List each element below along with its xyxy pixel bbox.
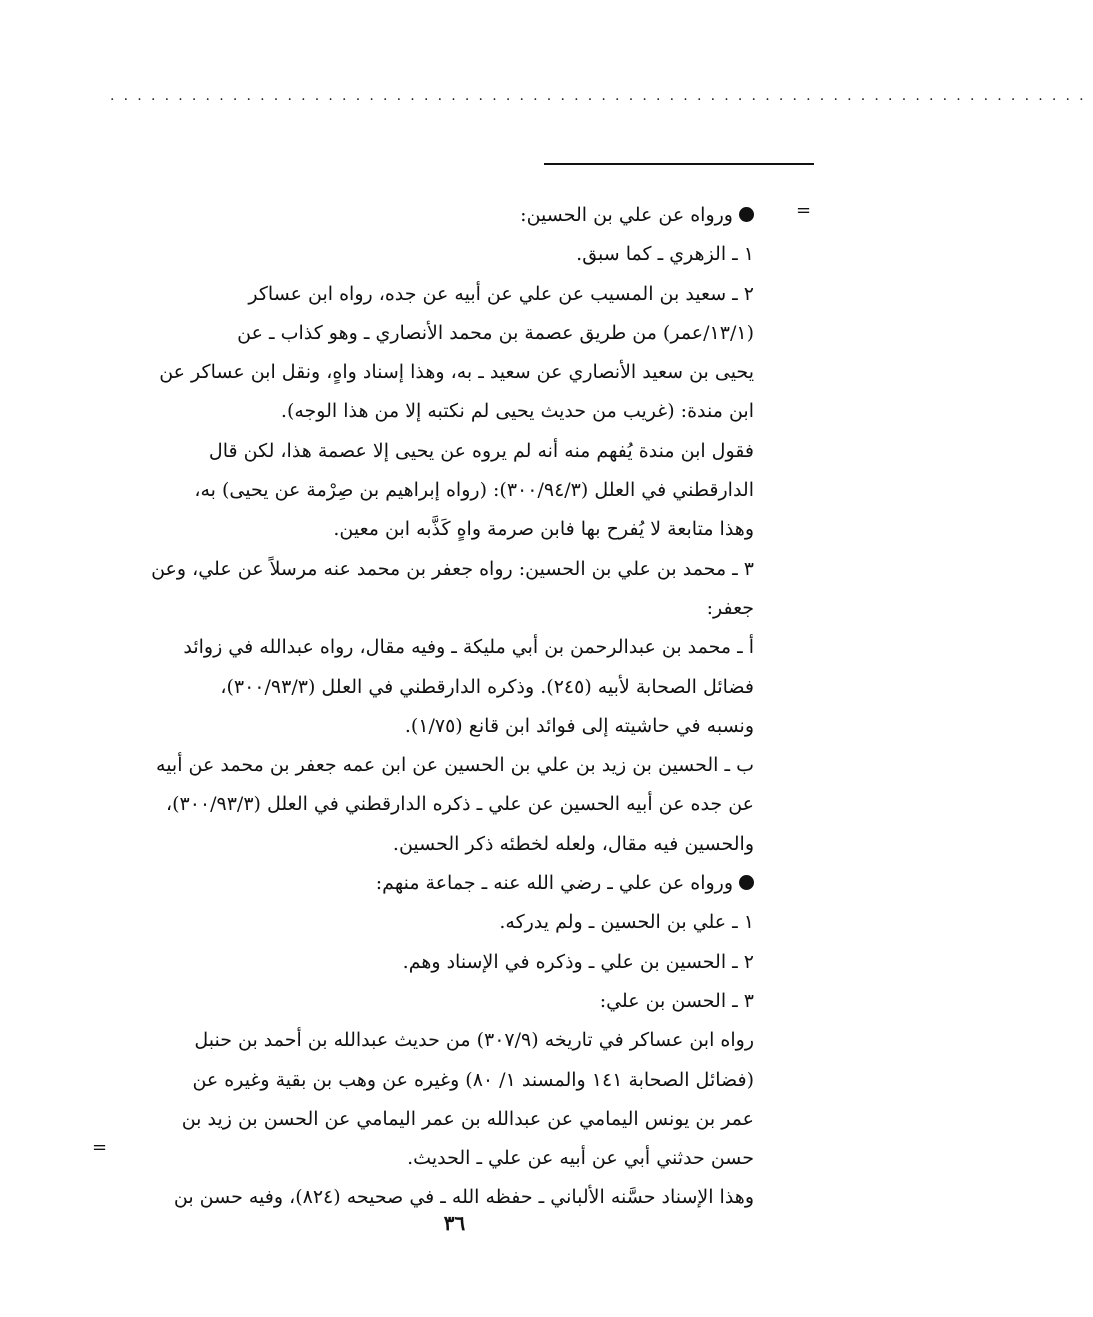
continuation-mark-bottom: = (92, 1137, 108, 1158)
text-line (104, 510, 754, 549)
line-text: فقول ابن مندة يُفهم منه أنه لم يروه عن يحيى إلا عصمة هذا، لكن قال (208, 439, 754, 462)
text-line (104, 196, 754, 235)
text-line (104, 707, 754, 746)
text-line (104, 1021, 754, 1060)
line-text: الدارقطني في العلل (٣٠٠/٩٤/٣): (رواه إبراهيم بن صِرْمة عن يحيى) به، (194, 479, 754, 502)
bullet-icon (739, 207, 754, 222)
text-line (104, 314, 754, 353)
text-line (104, 943, 754, 982)
text-line (104, 1139, 754, 1178)
line-text: ٢ ـ الحسين بن علي ـ وذكره في الإسناد وهم. (402, 950, 754, 973)
line-text: وهذا متابعة لا يُفرح بها فابن صرمة واهٍ كَذَّبه ابن معين. (333, 518, 754, 541)
continuation-mark-top: = (796, 200, 812, 221)
text-line (104, 668, 754, 707)
text-line (104, 982, 754, 1021)
line-text: أ ـ محمد بن عبدالرحمن بن أبي مليكة ـ وفيه مقال، رواه عبدالله في زوائد (183, 636, 754, 659)
text-line (104, 471, 754, 510)
footnote-text-block (104, 196, 754, 1218)
line-text: ٣ ـ الحسن بن علي: (599, 989, 754, 1012)
line-text: رواه ابن عساكر في تاريخه (٣٠٧/٩) من حديث عبدالله بن أحمد بن حنبل (194, 1029, 754, 1052)
line-text: ورواه عن علي ـ رضي الله عنه ـ جماعة منهم: (375, 872, 733, 895)
text-line (104, 1100, 754, 1139)
line-text: ب ـ الحسين بن زيد بن علي بن الحسين عن ابن عمه جعفر بن محمد عن أبيه (156, 754, 754, 777)
line-text: يحيى بن سعيد الأنصاري عن سعيد ـ به، وهذا إسناد واهٍ، ونقل ابن عساكر عن (159, 361, 754, 384)
text-line (104, 1061, 754, 1100)
line-text: حسن حدثني أبي عن أبيه عن علي ـ الحديث. (407, 1147, 754, 1170)
text-line (104, 392, 754, 431)
line-text: جعفر: (706, 596, 754, 619)
line-text: (١٣/١/عمر) من طريق عصمة بن محمد الأنصاري ـ وهو كذاب ـ عن (237, 321, 754, 344)
line-text: عن جده عن أبيه الحسين عن علي ـ ذكره الدارقطني في العلل (٣٠٠/٩٣/٣)، (165, 793, 754, 816)
text-line (104, 903, 754, 942)
text-line (104, 550, 754, 589)
text-line (104, 353, 754, 392)
text-line (104, 825, 754, 864)
text-line (104, 432, 754, 471)
text-line (104, 589, 754, 628)
line-text: ٣ ـ محمد بن علي بن الحسين: رواه جعفر بن محمد عنه مرسلاً عن علي، وعن (151, 557, 754, 580)
line-text: (فضائل الصحابة ١٤١ والمسند ١/ ٨٠) وغيره عن وهب بن بقية وغيره عن (192, 1068, 754, 1091)
footnote-separator-rule (544, 163, 814, 165)
line-text: ١ ـ علي بن الحسين ـ ولم يدركه. (499, 911, 754, 934)
line-text: ونسبه في حاشيته إلى فوائد ابن قانع (١/٧٥). (404, 714, 754, 737)
line-text: ورواه عن علي بن الحسين: (520, 204, 733, 226)
text-line (104, 785, 754, 824)
line-text: ١ ـ الزهري ـ كما سبق. (576, 243, 754, 266)
text-line (104, 275, 754, 314)
line-text: وهذا الإسناد حسَّنه الألباني ـ حفظه الله ـ في صحيحه (٨٢٤)، وفيه حسن بن (173, 1186, 754, 1209)
line-text: والحسين فيه مقال، ولعله لخطئه ذكر الحسين. (392, 832, 754, 855)
line-text: عمر بن يونس اليمامي عن عبدالله بن عمر اليمامي عن الحسن بن زيد بن (181, 1107, 754, 1130)
text-line (104, 746, 754, 785)
line-text: ابن مندة: (غريب من حديث يحيى لم نكتبه إلا من هذا الوجه). (280, 400, 754, 423)
text-line (104, 235, 754, 274)
header-dotted-line: ........................................................................ (110, 88, 1093, 104)
bullet-icon (739, 875, 754, 890)
text-line (104, 628, 754, 667)
line-text: فضائل الصحابة لأبيه (٢٤٥). وذكره الدارقطني في العلل (٣٠٠/٩٣/٣)، (220, 675, 754, 698)
line-text: ٢ ـ سعيد بن المسيب عن علي عن أبيه عن جده، رواه ابن عساكر (248, 282, 754, 305)
page-number: ٣٦ (443, 1211, 466, 1235)
text-line (104, 864, 754, 903)
